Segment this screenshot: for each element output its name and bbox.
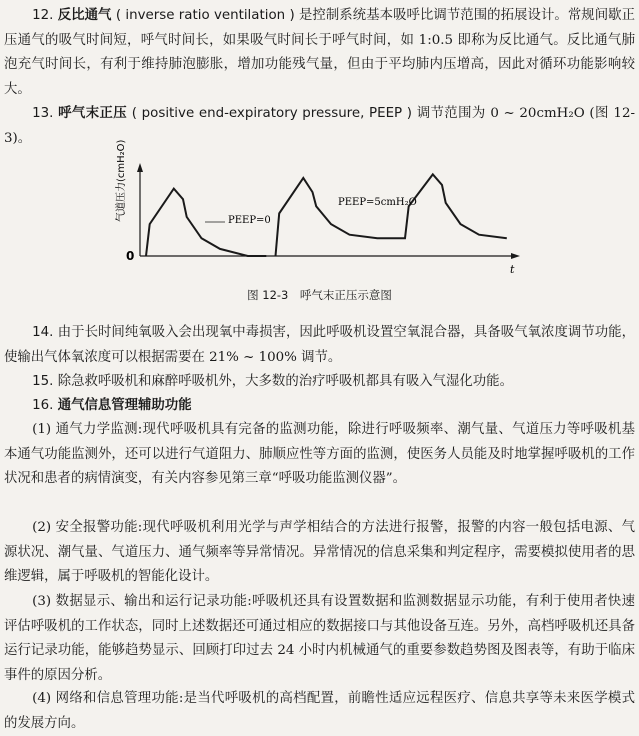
y-axis-arrow — [137, 163, 143, 172]
section-12-body: 是控制系统基本吸呼比调节范围的拓展设计。常规间歇正压通气的吸气时间短，呼气时间长，如果吸气时间长于呼气时间，如 1:0.5 即称为反比通气。反比通气肺泡充气时间长，有利于维持肺泡膨胀，增加功能残气量，但由于平均肺内压增高，因此对循环功能影响较大。 — [4, 8, 635, 97]
section-14-body: 由于长时间纯氧吸入会出现氧中毒损害，因此呼吸机设置空氧混合器，具备吸气氧浓度调节功能，使输出气体氧浓度可以根据需要在 21% ~ 100% 调节。 — [4, 325, 635, 365]
item-1 — [4, 418, 635, 492]
series-peep-5 — [276, 174, 507, 256]
section-15-number: 15. — [32, 374, 54, 389]
item-1-body: 现代呼吸机具有完备的监测功能，除进行呼吸频率、潮气量、气道压力等呼吸机基本通气功能监测外，还可以进行气道阻力、肺顺应性等方面的监测，使医务人员能及时地掌握呼吸机的工作状况和患者的病情演变，有关内容参见第三章“呼吸功能监测仪器”。 — [4, 422, 635, 486]
section-14 — [4, 321, 635, 370]
section-13-body: 调节范围为 0 ~ 20cmH₂O (图 12-3)。 — [4, 106, 635, 146]
section-15-body: 除急救呼吸机和麻醉呼吸机外，大多数的治疗呼吸机都具有吸入气湿化功能。 — [57, 374, 513, 389]
item-2-body: 现代呼吸机利用光学与声学相结合的方法进行报警，报警的内容一般包括电源、气源状况、潮气量、气道压力、通气频率等异常情况。异常情况的信息采集和判定程序，需要模拟使用者的思维逻辑，属于呼吸机的智能化设计。 — [4, 520, 635, 584]
section-12-number: 12. — [32, 8, 54, 23]
item-2 — [4, 516, 635, 590]
item-2-label: (2) 安全报警功能: — [32, 520, 143, 535]
y-zero-label: 0 — [126, 249, 135, 263]
item-4-body: 是当代呼吸机的高档配置，前瞻性适应远程医疗、信息共享等未来医学模式的发展方向。 — [4, 691, 635, 731]
section-13-title: 呼气末正压 — [58, 106, 128, 121]
item-4 — [4, 687, 635, 736]
section-16-heading — [4, 394, 635, 419]
x-axis-arrow — [511, 253, 520, 259]
annotation-peep-0: PEEP=0 — [228, 215, 271, 226]
item-3-label: (3) 数据显示、输出和运行记录功能: — [32, 594, 252, 609]
section-12-title: 反比通气 — [57, 8, 112, 23]
section-13-number: 13. — [32, 106, 54, 121]
item-1-label: (1) 通气力学监测: — [32, 422, 143, 437]
x-axis-label: t — [510, 263, 515, 276]
peep-chart — [0, 0, 639, 320]
annotation-peep-5: PEEP=5cmH₂O — [338, 197, 417, 208]
section-12-term: ( inverse ratio ventilation ) — [115, 8, 295, 23]
section-15 — [4, 370, 635, 395]
section-14-number: 14. — [32, 325, 54, 340]
section-16-number: 16. — [32, 398, 54, 413]
section-16-title: 通气信息管理辅助功能 — [57, 398, 192, 413]
y-axis-label: 气道压力(cmH₂O) — [116, 139, 127, 222]
item-3-body: 呼吸机还具有设置数据和监测数据显示功能，有利于使用者快速评估呼吸机的工作状态，同时上述数据还可通过相应的数据接口与其他设备互连。另外，高档呼吸机还具备运行记录功能，能够趋势显示、回顾打印过去 24 小时内机械通气的重要参数趋势图及图表等，有助于临床事件的原因分析。 — [4, 594, 635, 683]
figure-caption: 图 12-3 呼气末正压示意图 — [247, 288, 392, 302]
item-3 — [4, 590, 635, 688]
item-4-label: (4) 网络和信息管理功能: — [32, 691, 184, 706]
section-13-term: ( positive end-expiratory pressure, PEEP ) — [131, 106, 413, 121]
